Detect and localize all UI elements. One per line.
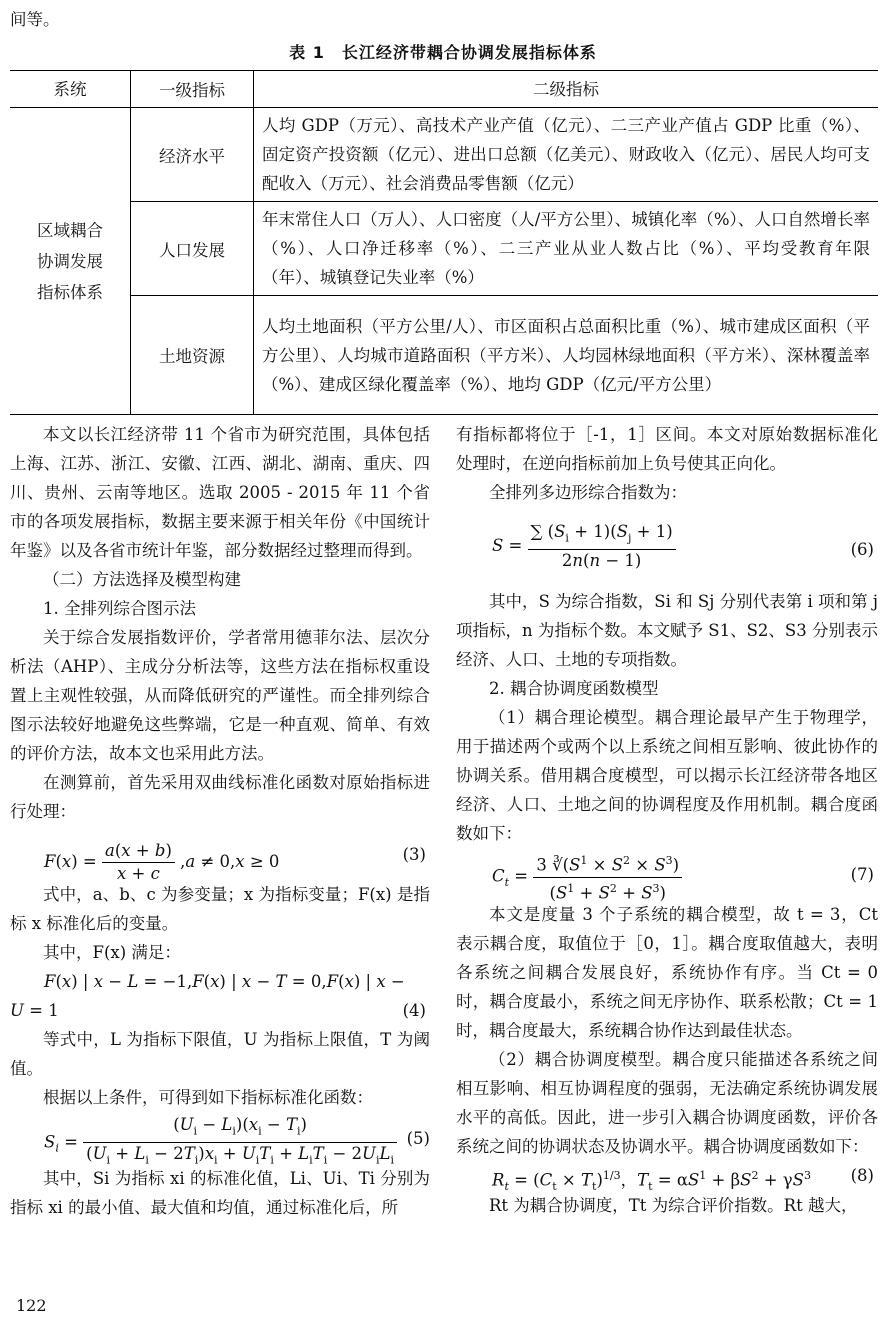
- paragraph: 其中，S 为综合指数，Si 和 Sj 分别代表第 i 项和第 j 项指标，n 为指标个数。本文赋予 S1、S2、S3 分别表示经济、人口、土地的专项指数。: [456, 592, 878, 669]
- paragraph: 等式中，L 为指标下限值，U 为指标上限值，T 为阈值。: [10, 1030, 430, 1078]
- right-column: [456, 420, 878, 1220]
- header-system: 系统: [10, 71, 131, 108]
- paragraph: （2）耦合协调度模型。耦合度只能描述各系统之间相互影响、相互协调程度的强弱，无法确定系统协调发展水平的高低。因此，进一步引入耦合协调度函数，评价各系统之间的协调状态及协调水平。耦合协调度函数如下：: [456, 1050, 878, 1156]
- subsection-heading: 2. 耦合协调度函数模型: [489, 679, 659, 698]
- indicator-table: [10, 70, 878, 415]
- left-column: [10, 420, 430, 1222]
- equation-number: (7): [850, 865, 874, 884]
- equation-number: (5): [406, 1129, 430, 1148]
- level1-cell: 经济水平: [131, 108, 254, 202]
- equation-number: (3): [402, 845, 426, 864]
- level2-cell: 年末常住人口（万人）、人口密度（人/平方公里）、城镇化率（%）、人口自然增长率（%）、人口净迁移率（%）、二三产业从业人数占比（%）、平均受教育年限（年）、城镇登记失业率（%）: [254, 202, 879, 296]
- paragraph: 本文以长江经济带 11 个省市为研究范围，具体包括上海、江苏、浙江、安徽、江西、湖北、湖南、重庆、四川、贵州、云南等地区。选取 2005 - 2015 年 11 个省市的各项发展指标，数据主要来源于相关年份《中国统计年鉴》以及各省市统计年鉴，部分数据经过整理而得到。: [10, 425, 430, 560]
- table-row: [10, 108, 878, 202]
- level1-cell: 土地资源: [131, 296, 254, 415]
- section-heading: （二）方法选择及模型构建: [43, 570, 241, 589]
- paragraph: Rt 为耦合协调度，Tt 为综合评价指数。Rt 越大，: [489, 1196, 858, 1215]
- header-level2: 二级指标: [254, 71, 879, 108]
- level2-cell: 人均 GDP（万元）、高技术产业产值（亿元）、二三产业产值占 GDP 比重（%）、固定资产投资额（亿元）、进出口总额（亿美元）、财政收入（亿元）、居民人均可支配收入（万元）、社会消费品零售额（亿元）: [254, 108, 879, 202]
- table-caption: 表 1 长江经济带耦合协调发展指标体系: [289, 43, 597, 62]
- system-line: 协调发展: [37, 251, 103, 271]
- equation-5: $S_i$ = $\frac{(U_i - L_i)(x_i - T_i)}{(U_i + L_i - 2T_i)x_i + U_iT_i + L_iT_i - 2U_iL_i}$ (5): [44, 1115, 430, 1167]
- page-number: 122: [16, 1296, 47, 1315]
- table-row: [10, 296, 878, 415]
- top-fragment: 间等。: [10, 10, 60, 29]
- equation-8: $R_t = (C_t \times T_t)^{1/3}$，$T_t = \alpha S^1 + \beta S^2 + \gamma S^3$ (8): [456, 1161, 878, 1191]
- subsection-heading: 1. 全排列综合图示法: [43, 599, 196, 618]
- paragraph: 全排列多边形综合指数为：: [489, 483, 687, 502]
- table-header-row: [10, 71, 878, 108]
- equation-number: (4): [402, 1001, 426, 1020]
- equation-6: S = $\frac{\sum (S_i + 1)(S_j + 1)}{2n(n - 1)}$ (6): [492, 522, 874, 571]
- paragraph: 关于综合发展指数评价，学者常用德菲尔法、层次分析法（AHP）、主成分分析法等，这些方法在指标权重设置上主观性较强，从而降低研究的严谨性。而全排列综合图示法较好地避免这些弊端，它是一种直观、简单、有效的评价方法，故本文也采用此方法。: [10, 628, 430, 763]
- paragraph: 在测算前，首先采用双曲线标准化函数对原始指标进行处理：: [10, 773, 430, 821]
- equation-4: F(x) | x − L = −1,F(x) | x − T = 0,F(x) | x − U = 1 (4): [10, 967, 430, 1025]
- equation-number: (8): [850, 1166, 874, 1185]
- paragraph: 本文是度量 3 个子系统的耦合模型，故 t = 3，Ct 表示耦合度，取值位于［0，1］。耦合度取值越大，表明各系统之间耦合发展良好，系统协作有序。当 Ct = 0 时，耦合度最小，系统之间无序协作、联系松散；Ct = 1 时，耦合度最大，系统耦合协作达到最佳状态。: [456, 905, 878, 1040]
- paragraph: 其中，Si 为指标 xi 的标准化值，Li、Ui、Ti 分别为指标 xi 的最小值、最大值和均值，通过标准化后，所: [10, 1169, 430, 1217]
- system-cell: [10, 108, 131, 415]
- equation-3: F(x) = $\frac{a(x + b)}{x + c}$ ,a ≠ 0,x ≥ 0 (3): [44, 841, 426, 883]
- level1-cell: 人口发展: [131, 202, 254, 296]
- paragraph: 根据以上条件，可得到如下指标标准化函数：: [43, 1088, 373, 1107]
- header-level1: 一级指标: [131, 71, 254, 108]
- paragraph: 其中，F(x) 满足：: [43, 943, 181, 962]
- paragraph: 式中，a、b、c 为参变量；x 为指标变量；F(x) 是指标 x 标准化后的变量。: [10, 885, 430, 933]
- system-line: 指标体系: [37, 282, 103, 302]
- level2-cell: 人均土地面积（平方公里/人）、市区面积占总面积比重（%）、城市建成区面积（平方公里）、人均城市道路面积（平方米）、人均园林绿地面积（平方米）、深林覆盖率（%）、建成区绿化覆盖率（%）、地均 GDP（亿元/平方公里）: [254, 296, 879, 415]
- equation-7: $C_t$ = $\frac{3 ∛(S^1 \times S^2 \times S^3)}{(S^1 + S^2 + S^3)}$ (7): [456, 848, 878, 900]
- table-row: [10, 202, 878, 296]
- paragraph: 有指标都将位于［-1，1］区间。本文对原始数据标准化处理时，在逆向指标前加上负号使其正向化。: [456, 425, 878, 473]
- system-line: 区域耦合: [37, 220, 103, 240]
- equation-number: (6): [850, 540, 874, 559]
- paragraph: （1）耦合理论模型。耦合理论最早产生于物理学，用于描述两个或两个以上系统之间相互影响、彼此协作的协调关系。借用耦合度模型，可以揭示长江经济带各地区经济、人口、土地之间的协调程度及作用机制。耦合度函数如下：: [456, 708, 878, 843]
